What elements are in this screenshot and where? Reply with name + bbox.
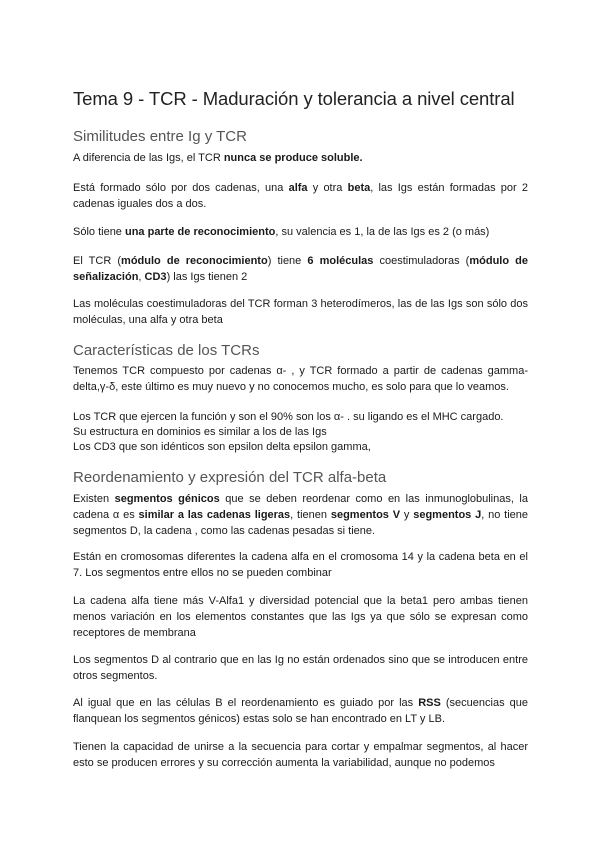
paragraph: Existen segmentos génicos que se deben reordenar como en las inmunoglobulinas, la cadena α es similar a las cadenas ligeras, tienen segmentos V y segmentos J, no tiene segmentos D, la cadena , como las cadenas pesadas si tiene. xyxy=(73,493,529,537)
section-heading-caracteristicas: Características de los TCRs xyxy=(73,342,260,359)
paragraph: A diferencia de las Igs, el TCR nunca se produce soluble. xyxy=(73,152,363,164)
paragraph: Sólo tiene una parte de reconocimiento, su valencia es 1, la de las Igs es 2 (o más) xyxy=(73,226,490,238)
paragraph: Los TCR que ejercen la función y son el 90% son los α- . su ligando es el MHC cargado. xyxy=(73,411,504,423)
paragraph: La cadena alfa tiene más V-Alfa1 y diversidad potencial que la beta1 pero ambas tienen menos variación en los elementos constantes que las Igs ya que sólo se expresan como receptores de membrana xyxy=(73,595,528,639)
paragraph: Están en cromosomas diferentes la cadena alfa en el cromosoma 14 y la cadena beta en el 7. Los segmentos entre ellos no se pueden combinar xyxy=(73,551,528,579)
paragraph: Los segmentos D al contrario que en las Ig no están ordenados sino que se introducen entre otros segmentos. xyxy=(73,654,528,682)
paragraph: Está formado sólo por dos cadenas, una alfa y otra beta, las Igs están formadas por 2 cadenas iguales dos a dos. xyxy=(73,182,528,210)
paragraph: Las moléculas coestimuladoras del TCR forman 3 heterodímeros, las de las Igs son sólo dos moléculas, una alfa y otra beta xyxy=(73,298,528,326)
paragraph: Tenemos TCR compuesto por cadenas α- , y TCR formado a partir de cadenas gamma-delta,γ-δ, este último es muy nuevo y no conocemos mucho, es solo para que lo veamos. xyxy=(73,365,528,393)
section-heading-reordenamiento: Reordenamiento y expresión del TCR alfa-beta xyxy=(73,469,387,486)
paragraph: Tienen la capacidad de unirse a la secuencia para cortar y empalmar segmentos, al hacer esto se producen errores y su corrección aumenta la variabilidad, aunque no podemos xyxy=(73,741,528,769)
paragraph: Los CD3 que son idénticos son epsilon delta epsilon gamma, xyxy=(73,441,371,453)
paragraph: Al igual que en las células B el reordenamiento es guiado por las RSS (secuencias que flanquean los segmentos génicos) estas solo se han encontrado en LT y LB. xyxy=(73,697,528,725)
section-heading-similitudes: Similitudes entre Ig y TCR xyxy=(73,128,247,145)
paragraph: El TCR (módulo de reconocimiento) tiene 6 moléculas coestimuladoras (módulo de señalización, CD3) las Igs tienen 2 xyxy=(73,255,529,283)
paragraph: Su estructura en dominios es similar a los de las Igs xyxy=(73,426,327,438)
page-title: Tema 9 - TCR - Maduración y tolerancia a nivel central xyxy=(73,88,515,109)
